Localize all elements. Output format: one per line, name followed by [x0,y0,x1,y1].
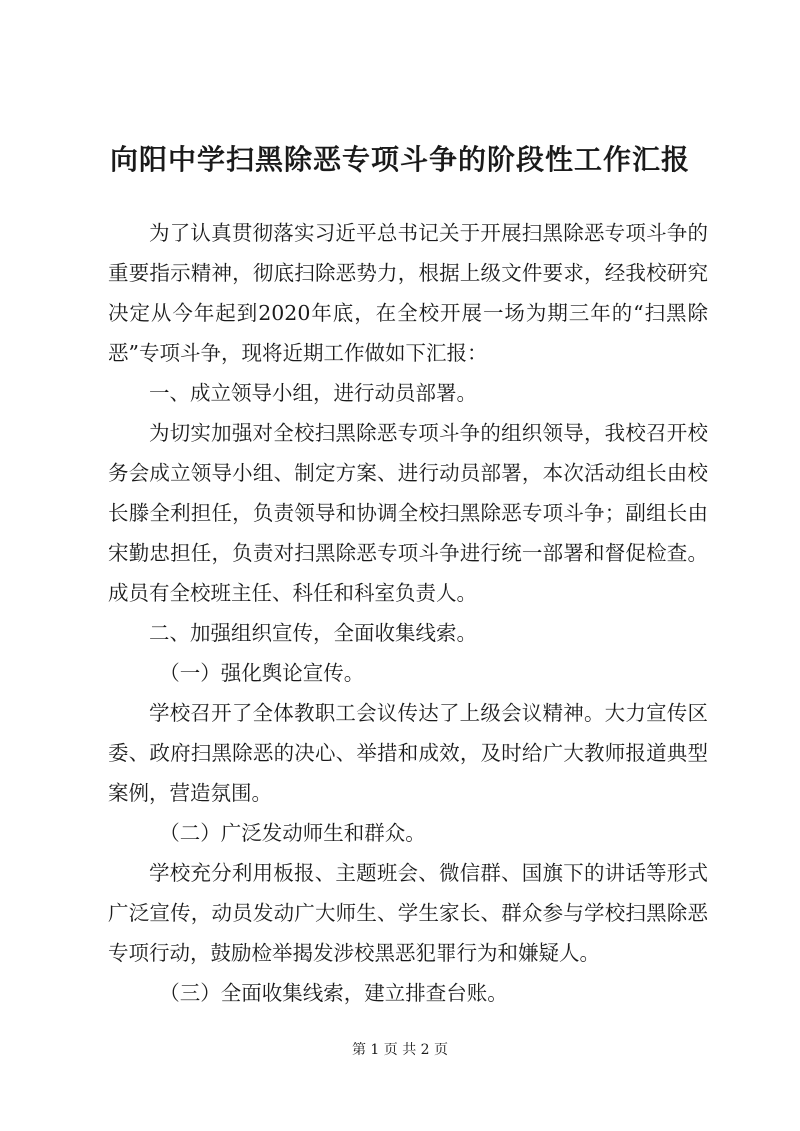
section-heading-1: 一、成立领导小组，进行动员部署。 [149,381,477,405]
paragraph-mobilize: 学校充分利用板报、主题班会、微信群、国旗下的讲话等形式广泛宣传，动员发动广大师生、学生家长、群众参与学校扫黑除恶专项行动，鼓励检举揭发涉校黑恶犯罪行为和嫌疑人。 [108,861,708,965]
document-body [108,213,708,1013]
subsection-heading-2: （二）广泛发动师生和群众。 [159,821,426,845]
paragraph-publicity: 学校召开了全体教职工会议传达了上级会议精神。大力宣传区委、政府扫黑除恶的决心、举措和成效，及时给广大教师报道典型案例，营造氛围。 [108,701,708,805]
paragraph-leadership: 为切实加强对全校扫黑除恶专项斗争的组织领导，我校召开校务会成立领导小组、制定方案、进行动员部署，本次活动组长由校长滕全利担任，负责领导和协调全校扫黑除恶专项斗争；副组长由宋勤忠担任，负责对扫黑除恶专项斗争进行统一部署和督促检查。成员有全校班主任、科任和科室负责人。 [108,421,708,605]
subsection-heading-3: （三）全面收集线索，建立排查台账。 [159,981,508,1005]
paragraph-intro: 为了认真贯彻落实习近平总书记关于开展扫黑除恶专项斗争的重要指示精神，彻底扫除恶势力，根据上级文件要求，经我校研究决定从今年起到2020年底，在全校开展一场为期三年的“扫黑除恶”专项斗争，现将近期工作做如下汇报： [108,221,708,365]
page-number-footer: 第 1 页 共 2 页 [351,1042,449,1058]
section-heading-2: 二、加强组织宣传，全面收集线索。 [149,621,477,645]
subsection-heading-1: （一）强化舆论宣传。 [159,661,365,685]
document-title: 向阳中学扫黑除恶专项斗争的阶段性工作汇报 [109,143,690,176]
